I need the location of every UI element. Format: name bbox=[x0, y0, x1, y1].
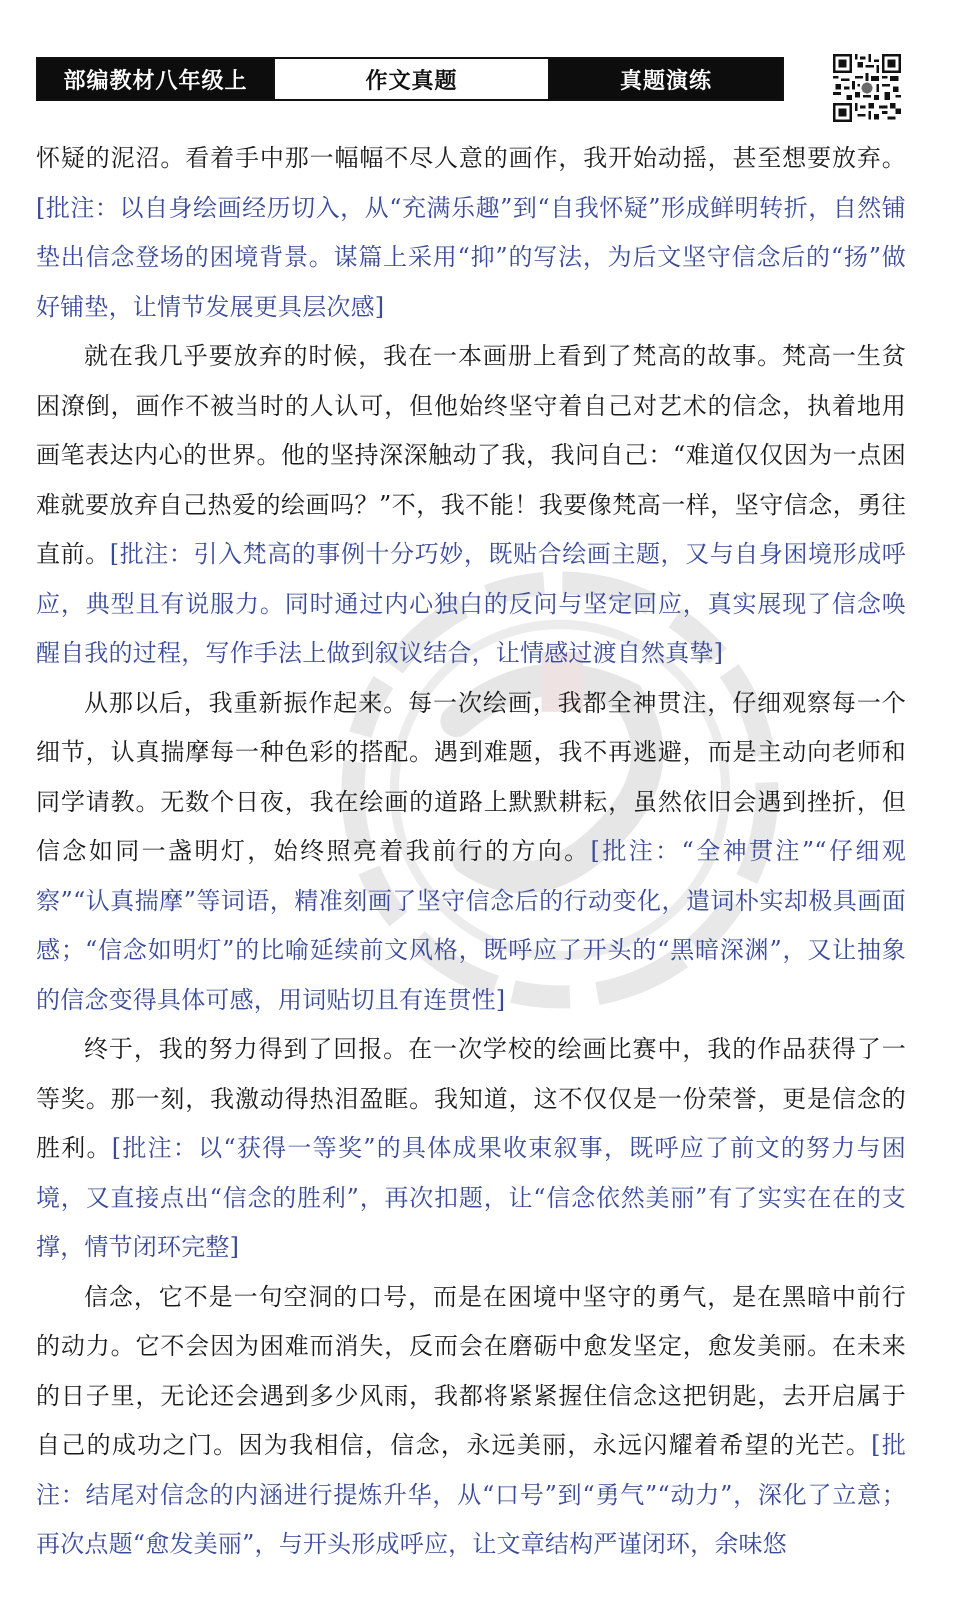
paragraph-text: 从那以后，我重新振作起来。每一次绘画，我都全神贯注，仔细观察每一个细节，认真揣摩每一种色彩的搭配。遇到难题，我不再逃避，而是主动向老师和同学请教。无数个日夜，我在绘画的道路上默默耕耘，虽然依旧会遇到挫折，但信念如同一盏明灯，始终照亮着我前行的方向。 bbox=[36, 688, 906, 865]
essay-body bbox=[36, 134, 906, 1570]
paragraph-text: 终于，我的努力得到了回报。在一次学校的绘画比赛中，我的作品获得了一等奖。那一刻，我激动得热泪盈眶。我知道，这不仅仅是一份荣誉，更是信念的胜利。 bbox=[36, 1035, 906, 1162]
essay-paragraph bbox=[36, 1273, 906, 1570]
essay-paragraph bbox=[36, 332, 906, 679]
paragraph-text: 就在我几乎要放弃的时候，我在一本画册上看到了梵高的故事。梵高一生贫困潦倒，画作不被当时的人认可，但他始终坚守着自己对艺术的信念，执着地用画笔表达内心的世界。他的坚持深深触动了我，我问自己：“难道仅仅因为一点困难就要放弃自己热爱的绘画吗？”不，我不能！我要像梵高一样，坚守信念，勇往直前。 bbox=[36, 342, 906, 568]
annotation-comment: [批注：以自身绘画经历切入，从“充满乐趣”到“自我怀疑”形成鲜明转折，自然铺垫出信念登场的困境背景。谋篇上采用“抑”的写法，为后文坚守信念后的“扬”做好铺垫，让情节发展更具层次感] bbox=[36, 193, 906, 321]
annotation-comment: [批注：结尾对信念的内涵进行提炼升华，从“口号”到“勇气”“动力”，深化了立意；再次点题“愈发美丽”，与开头形成呼应，让文章结构严谨闭环，余味悠 bbox=[36, 1431, 906, 1558]
header-title: 作文真题 bbox=[273, 59, 550, 99]
annotation-comment: [批注：以“获得一等奖”的具体成果收束叙事，既呼应了前文的努力与困境，又直接点出“信念的胜利”，再次扣题，让“信念依然美丽”有了实实在在的支撑，情节闭环完整] bbox=[36, 1134, 906, 1261]
paragraph-text: 怀疑的泥沼。看着手中那一幅幅不尽人意的画作，我开始动摇，甚至想要放弃。 bbox=[36, 144, 906, 172]
header-bar bbox=[36, 57, 784, 101]
header-section-label: 真题演练 bbox=[550, 59, 782, 99]
annotation-comment: [批注：引入梵高的事例十分巧妙，既贴合绘画主题，又与自身困境形成呼应，典型且有说服力。同时通过内心独白的反问与坚定回应，真实展现了信念唤醒自我的过程，写作手法上做到叙议结合，让情感过渡自然真挚] bbox=[36, 540, 906, 667]
annotation-comment: [批注：“全神贯注”“仔细观察”“认真揣摩”等词语，精准刻画了坚守信念后的行动变化，遣词朴实却极具画面感；“信念如明灯”的比喻延续前文风格，既呼应了开头的“黑暗深渊”，又让抽象的信念变得具体可感，用词贴切且有连贯性] bbox=[36, 837, 906, 1014]
essay-paragraph bbox=[36, 1025, 906, 1273]
header-textbook-label: 部编教材八年级上 bbox=[38, 59, 273, 99]
paragraph-text: 信念，它不是一句空洞的口号，而是在困境中坚守的勇气，是在黑暗中前行的动力。它不会因为困难而消失，反而会在磨砺中愈发坚定，愈发美丽。在未来的日子里，无论还会遇到多少风雨，我都将紧紧握住信念这把钥匙，去开启属于自己的成功之门。因为我相信，信念，永远美丽，永远闪耀着希望的光芒。 bbox=[36, 1282, 906, 1459]
essay-paragraph bbox=[36, 679, 906, 1026]
essay-paragraph bbox=[36, 134, 906, 332]
qr-code-icon bbox=[833, 54, 901, 122]
